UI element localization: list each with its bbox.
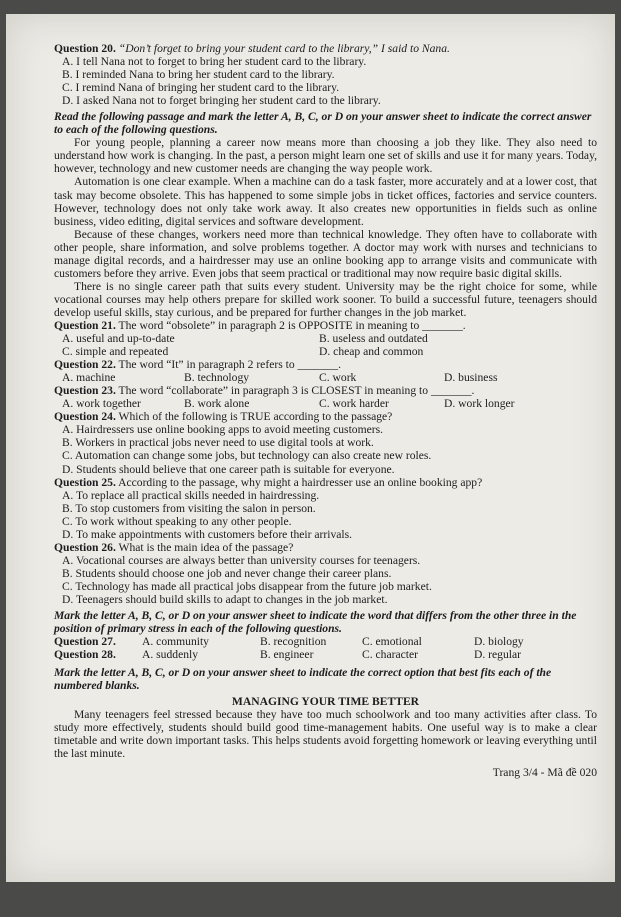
- q27-option-a: A. community: [142, 635, 209, 649]
- q26-option-a: A. Vocational courses are always better than university courses for teenagers.: [62, 553, 421, 567]
- question-label: Question 24.: [54, 410, 116, 424]
- question-stem: Which of the following is TRUE according to the passage?: [118, 410, 393, 424]
- question-26: [54, 541, 597, 554]
- question-stem: The word “obsolete” in paragraph 2 is OPPOSITE in meaning to _______.: [118, 318, 466, 332]
- cloze-passage: Many teenagers feel stressed because they have too much schoolwork and too many activities after class. To study more effectively, students should build good time-management habits. One useful way is to make a clear timetable and write down important tasks. This helps students avoid forgetting homework or leaving everything until the last minute.: [54, 708, 597, 761]
- q21-option-b: B. useless and outdated: [319, 332, 428, 346]
- q23-option-c: C. work harder: [319, 397, 389, 411]
- q27-option-c: C. emotional: [362, 635, 422, 649]
- stress-instructions: Mark the letter A, B, C, or D on your answer sheet to indicate the word that differs from the other three in the position of primary stress in each of the following questions.: [54, 609, 577, 636]
- question-label: Question 27.: [54, 635, 116, 649]
- q24-option-b: B. Workers in practical jobs never need to use digital tools at work.: [62, 436, 374, 450]
- question-stem: The word “It” in paragraph 2 refers to _______.: [118, 358, 342, 372]
- q21-option-d: D. cheap and common: [319, 345, 424, 359]
- q25-option-c: C. To work without speaking to any other people.: [62, 514, 292, 528]
- q21-option-a: A. useful and up-to-date: [62, 332, 175, 346]
- q25-option-d: D. To make appointments with customers before their arrivals.: [62, 527, 353, 541]
- q25-option-b: B. To stop customers from visiting the salon in person.: [62, 501, 316, 515]
- q22-option-c: C. work: [319, 371, 357, 385]
- q28-option-a: A. suddenly: [142, 648, 199, 662]
- q20-option-b: B. I reminded Nana to bring her student card to the library.: [62, 68, 335, 82]
- passage-title: MANAGING YOUR TIME BETTER: [231, 695, 420, 709]
- question-stem: “Don’t forget to bring your student card to the library,” I said to Nana.: [118, 42, 450, 55]
- q21-options-row-1: [54, 332, 597, 345]
- question-20: [54, 42, 597, 55]
- q23-option-b: B. work alone: [184, 397, 250, 411]
- q23-option-d: D. work longer: [444, 397, 515, 411]
- q21-options-row-2: [54, 345, 597, 358]
- q26-option-d: D. Teenagers should build skills to adapt to changes in the job market.: [62, 592, 388, 606]
- q20-option-d: D. I asked Nana not to forget bringing her student card to the library.: [62, 94, 381, 108]
- q27-option-b: B. recognition: [260, 635, 327, 649]
- question-25: [54, 476, 597, 489]
- question-stem: The word “collaborate” in paragraph 3 is CLOSEST in meaning to _______.: [118, 384, 475, 398]
- q26-option-b: B. Students should choose one job and never change their career plans.: [62, 566, 392, 580]
- q22-option-b: B. technology: [184, 371, 250, 385]
- q22-option-a: A. machine: [62, 371, 116, 385]
- q21-option-c: C. simple and repeated: [62, 345, 169, 359]
- reading-instructions: Read the following passage and mark the letter A, B, C, or D on your answer sheet to indicate the correct answer to each of the following questions.: [54, 110, 592, 137]
- q24-option-d: D. Students should believe that one career path is suitable for everyone.: [62, 462, 395, 476]
- question-label: Question 21.: [54, 318, 116, 332]
- page-content: [54, 42, 597, 790]
- q27-option-d: D. biology: [474, 635, 524, 649]
- question-label: Question 26.: [54, 540, 116, 554]
- q22-option-d: D. business: [444, 371, 498, 385]
- question-stem: According to the passage, why might a hairdresser use an online booking app?: [118, 475, 483, 489]
- question-stem: What is the main idea of the passage?: [118, 540, 294, 554]
- cloze-instructions: Mark the letter A, B, C, or D on your answer sheet to indicate the correct option that best fits each of the numbered blanks.: [54, 666, 552, 693]
- q23-options: [54, 397, 597, 410]
- passage-paragraph-4: There is no single career path that suits every student. University may be the right choice for some, while vocational courses may help others prepare for skilled work sooner. To build a successful future, teenagers should develop useful skills, stay curious, and be prepared for further changes in the job market.: [54, 279, 597, 319]
- q20-option-a: A. I tell Nana not to forget to bring her student card to the library.: [62, 55, 367, 69]
- q20-option-c: C. I remind Nana of bringing her student card to the library.: [62, 81, 340, 95]
- q24-option-c: C. Automation can change some jobs, but technology can also create new roles.: [62, 449, 432, 463]
- question-label: Question 20.: [54, 42, 116, 55]
- q23-option-a: A. work together: [62, 397, 141, 411]
- passage-paragraph-2: Automation is one clear example. When a machine can do a task faster, more accurately and at a lower cost, that task may become obsolete. This has happened to some simple jobs in ticket offices, factories and service counters. However, technology does not only take work away. It also creates new opportunities in fields such as online business, video editing, digital services and software development.: [54, 175, 597, 228]
- q28-option-c: C. character: [362, 648, 418, 662]
- question-22: [54, 358, 597, 371]
- passage-paragraph-1: For young people, planning a career now means more than choosing a job they like. They also need to understand how work is changing. In the past, a person might learn one set of skills and use it for many years. Today, however, technology and new customer needs are changing the way people work.: [54, 136, 598, 176]
- passage-paragraph-3: Because of these changes, workers need more than technical knowledge. They often have to collaborate with other people, share information, and solve problems together. A doctor may work with nurses and technicians to manage digital records, and a hairdresser may use an online booking app to arrange visits and communicate with customers before they arrive. Even jobs that seem practical or traditional may now require basic digital skills.: [54, 227, 597, 280]
- q26-option-c: C. Technology has made all practical jobs disappear from the future job market.: [62, 579, 432, 593]
- question-24: [54, 410, 597, 423]
- page-footer: Trang 3/4 - Mã đề 020: [492, 765, 597, 779]
- q22-options: [54, 371, 597, 384]
- question-23: [54, 384, 597, 397]
- q24-option-a: A. Hairdressers use online booking apps to avoid meeting customers.: [62, 423, 384, 437]
- question-label: Question 25.: [54, 475, 116, 489]
- question-28: [54, 648, 597, 661]
- exam-page: [6, 14, 615, 882]
- question-label: Question 22.: [54, 358, 116, 372]
- q25-option-a: A. To replace all practical skills needed in hairdressing.: [62, 488, 320, 502]
- question-21: [54, 319, 597, 332]
- question-27: [54, 635, 597, 648]
- question-label: Question 23.: [54, 384, 116, 398]
- question-label: Question 28.: [54, 648, 116, 662]
- q28-option-b: B. engineer: [260, 648, 314, 662]
- q28-option-d: D. regular: [474, 648, 521, 662]
